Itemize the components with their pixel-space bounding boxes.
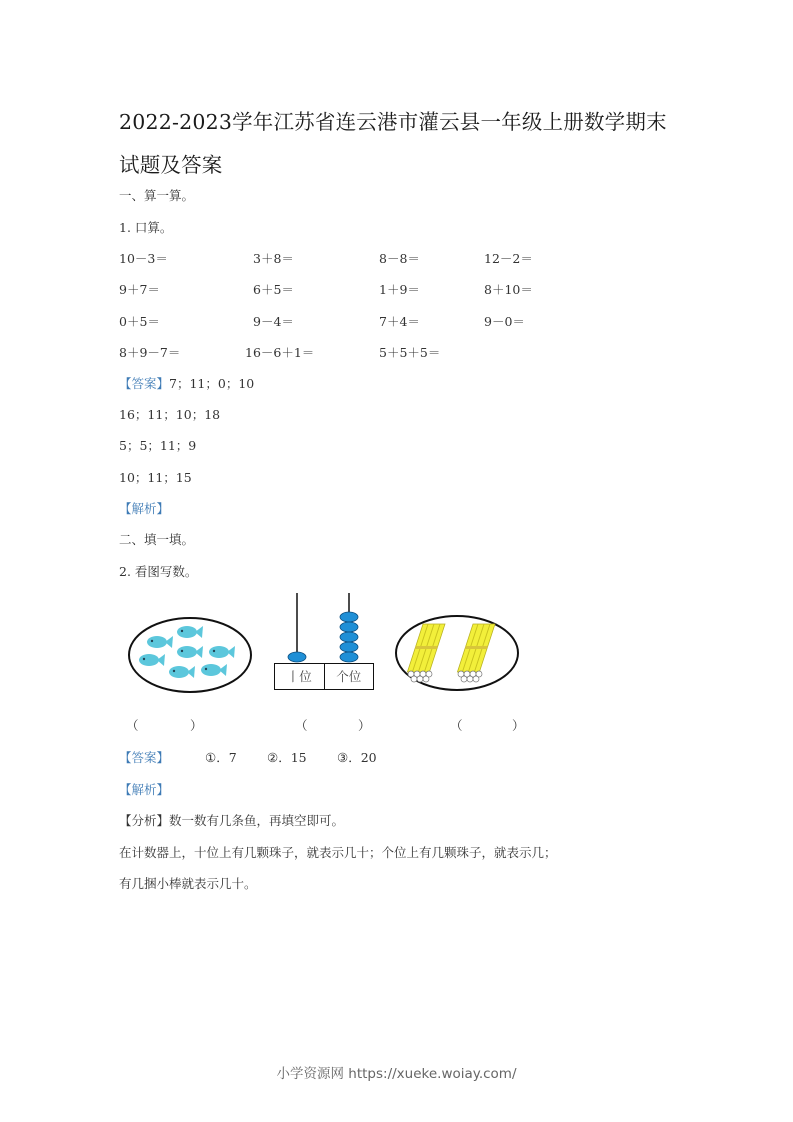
problem: 12－2＝ bbox=[484, 251, 533, 266]
ones-place-label: 个位 bbox=[336, 669, 362, 684]
problem: 8＋9－7＝ bbox=[119, 345, 181, 360]
abacus-rods bbox=[274, 593, 374, 665]
problem: 10－3＝ bbox=[119, 251, 168, 266]
problem-row-4 bbox=[119, 343, 599, 359]
analysis-tag: 【解析】 bbox=[119, 501, 170, 516]
problem: 5＋5＋5＝ bbox=[379, 345, 441, 360]
title-line-1: 2022-2023学年江苏省连云港市灌云县一年级上册数学期末 bbox=[119, 110, 667, 134]
problem: 8－8＝ bbox=[379, 251, 420, 266]
answer-item: ①．7 bbox=[205, 750, 237, 765]
document-title bbox=[119, 101, 699, 187]
answer-2 bbox=[119, 748, 519, 764]
problem: 7＋4＝ bbox=[379, 314, 420, 329]
section-2-heading: 二、填一填。 bbox=[119, 532, 195, 547]
problem: 9＋7＝ bbox=[119, 282, 160, 297]
stick-bundles-image bbox=[393, 612, 521, 694]
problem-row-3 bbox=[119, 312, 599, 328]
question-2-label: 2. 看图写数。 bbox=[119, 564, 198, 579]
answer-item: ②．15 bbox=[267, 750, 307, 765]
analysis-line-1 bbox=[119, 811, 344, 829]
blank-close-paren: ） bbox=[512, 718, 525, 733]
problem: 6＋5＝ bbox=[253, 282, 294, 297]
footer-watermark: 小学资源网 https://xueke.woiay.com/ bbox=[276, 1066, 517, 1082]
answer-line: 16；11；10；18 bbox=[119, 407, 221, 422]
blank-close-paren: ） bbox=[190, 718, 203, 733]
answer-1 bbox=[119, 374, 254, 392]
problem-row-2 bbox=[119, 280, 599, 296]
problem: 0＋5＝ bbox=[119, 314, 160, 329]
problem: 9－4＝ bbox=[253, 314, 294, 329]
fish-plate-image bbox=[125, 615, 255, 695]
abacus-base bbox=[274, 663, 374, 690]
blank-open-paren: （ bbox=[450, 718, 463, 733]
answer-line: 7；11；0；10 bbox=[169, 376, 255, 391]
problem: 16－6＋1＝ bbox=[245, 345, 315, 360]
problem-row-1 bbox=[119, 249, 599, 265]
section-1-heading: 一、算一算。 bbox=[119, 188, 195, 203]
blank-open-paren: （ bbox=[295, 718, 308, 733]
abacus-image bbox=[274, 593, 374, 691]
question-1-label: 1. 口算。 bbox=[119, 220, 173, 235]
tens-place-label: 丨位 bbox=[275, 664, 325, 689]
problem: 8＋10＝ bbox=[484, 282, 533, 297]
problem: 1＋9＝ bbox=[379, 282, 420, 297]
analysis-tag: 【解析】 bbox=[119, 782, 170, 797]
answer-item: ③．20 bbox=[337, 750, 377, 765]
answer-line: 5；5；11；9 bbox=[119, 438, 197, 453]
answer-line: 10；11；15 bbox=[119, 470, 192, 485]
answer-tag: 【答案】 bbox=[119, 376, 170, 391]
answer-tag: 【答案】 bbox=[119, 750, 170, 765]
analysis-text: 数一数有几条鱼，再填空即可。 bbox=[169, 813, 345, 828]
title-line-2: 试题及答案 bbox=[119, 153, 223, 177]
blank-close-paren: ） bbox=[358, 718, 371, 733]
problem: 3＋8＝ bbox=[253, 251, 294, 266]
analysis-line-2: 在计数器上，十位上有几颗珠子，就表示几十；个位上有几颗珠子，就表示几； bbox=[119, 845, 557, 860]
analysis-prefix: 【分析】 bbox=[119, 813, 170, 828]
bead-icon bbox=[288, 612, 358, 662]
blank-open-paren: （ bbox=[126, 718, 139, 733]
analysis-line-3: 有几捆小棒就表示几十。 bbox=[119, 876, 257, 891]
problem: 9－0＝ bbox=[484, 314, 525, 329]
